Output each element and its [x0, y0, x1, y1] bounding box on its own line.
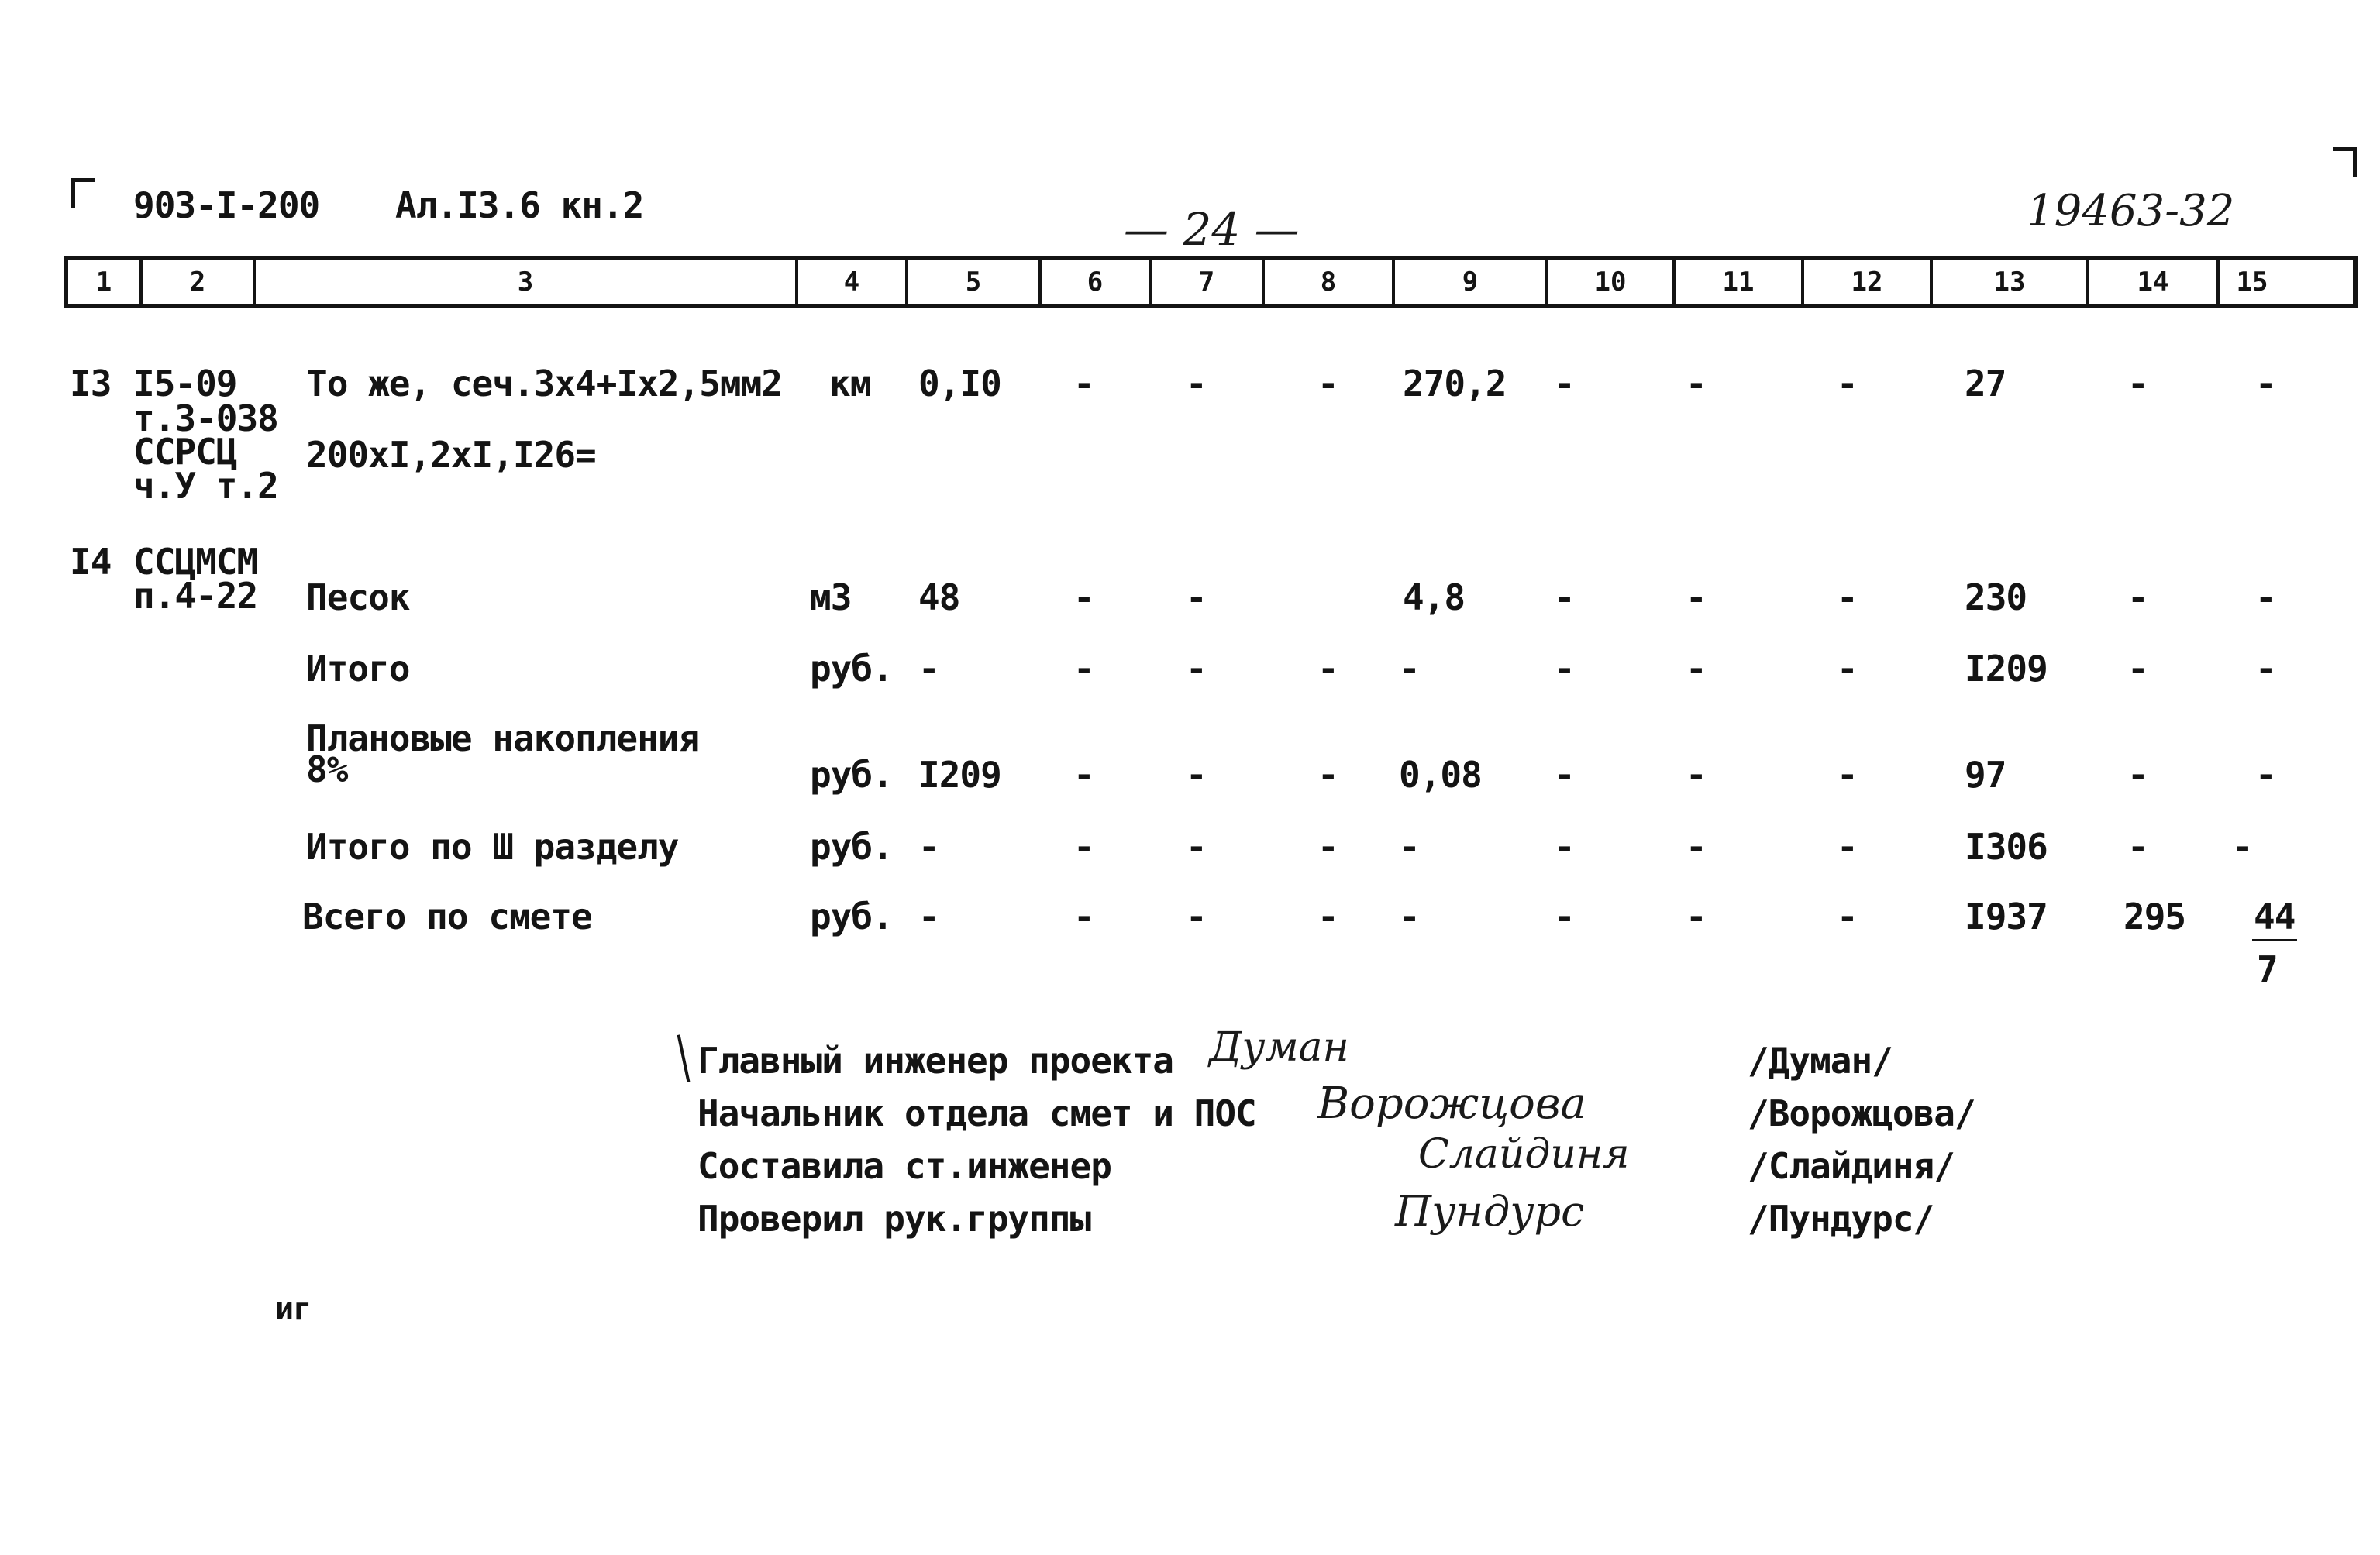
cell-col14: -: [2127, 826, 2148, 868]
cell-col12: -: [1837, 648, 1858, 690]
cell-col13: 27: [1965, 363, 2006, 404]
cell-col14: -: [2127, 754, 2148, 796]
handwritten-signature: Ворожцова: [1317, 1079, 1586, 1129]
cell-col9: -: [1399, 648, 1420, 690]
cell-col10: -: [1554, 363, 1575, 404]
cell-col15-denominator: 7: [2257, 948, 2278, 990]
cell-col11: -: [1686, 363, 1707, 404]
signatory-name: /Ворожцова/: [1748, 1092, 1975, 1134]
signatory-name: /Слайдиня/: [1748, 1145, 1955, 1187]
signatory-name: /Пундурс/: [1748, 1198, 1934, 1240]
cell-col5: -: [918, 896, 939, 937]
cell-col14: -: [2127, 363, 2148, 404]
row-number: I3: [70, 363, 112, 404]
column-number: 11: [1676, 260, 1804, 304]
row-number: I4: [70, 541, 112, 583]
column-number: 2: [143, 260, 256, 304]
cell-col11: -: [1686, 648, 1707, 690]
signature-role: Составила ст.инженер: [697, 1145, 1111, 1187]
signatory-name: /Думан/: [1748, 1040, 1893, 1082]
row-unit: руб.: [810, 826, 893, 868]
column-number: 9: [1395, 260, 1548, 304]
column-number: 8: [1265, 260, 1395, 304]
cell-col5: -: [918, 648, 939, 690]
row-reference: т.3-038: [133, 397, 278, 439]
cell-col7: -: [1186, 826, 1207, 868]
cell-col13: I209: [1965, 648, 2048, 690]
row-unit: руб.: [810, 648, 893, 690]
cell-col15: -: [2255, 648, 2276, 690]
cell-col10: -: [1554, 896, 1575, 937]
row-reference: ССРСЦ: [133, 431, 237, 473]
row-unit: руб.: [810, 754, 893, 796]
cell-col12: -: [1837, 576, 1858, 618]
cell-col9: -: [1399, 896, 1420, 937]
inventory-number: 19463-32: [2027, 186, 2235, 236]
cell-col12: -: [1837, 896, 1858, 937]
cell-col9: 270,2: [1403, 363, 1507, 404]
cell-col7: -: [1186, 754, 1207, 796]
row-name: Всего по смете: [302, 896, 592, 937]
cell-col10: -: [1554, 576, 1575, 618]
row-name: Плановые накопления: [306, 717, 700, 759]
cell-col8: -: [1317, 363, 1338, 404]
cell-col7: -: [1186, 576, 1207, 618]
cell-col13: 97: [1965, 754, 2006, 796]
row-reference: I5-09: [133, 363, 237, 404]
fraction-line: [2252, 939, 2297, 941]
row-reference: ССЦМСМ: [133, 541, 258, 583]
cell-col11: -: [1686, 896, 1707, 937]
cell-col9: 4,8: [1403, 576, 1466, 618]
cell-col6: -: [1073, 826, 1094, 868]
cell-col15: -: [2255, 576, 2276, 618]
cell-col11: -: [1686, 826, 1707, 868]
cell-col12: -: [1837, 363, 1858, 404]
album-reference: Ал.I3.6 кн.2: [395, 184, 644, 226]
cell-col6: -: [1073, 576, 1094, 618]
column-number-header: [64, 256, 2358, 308]
cell-col8: -: [1317, 896, 1338, 937]
cell-col13: I306: [1965, 826, 2048, 868]
top-left-corner-mark: [71, 178, 95, 208]
cell-col6: -: [1073, 896, 1094, 937]
signature-role: Начальник отдела смет и ПОС: [697, 1092, 1256, 1134]
signature-role: Главный инженер проекта: [697, 1040, 1173, 1082]
cell-col5: I209: [918, 754, 1001, 796]
column-number: 15: [2236, 267, 2268, 298]
cell-col8: -: [1317, 754, 1338, 796]
row-reference: ч.У т.2: [133, 465, 278, 507]
cell-col7: -: [1186, 896, 1207, 937]
cell-col9: -: [1399, 826, 1420, 868]
cell-col8: -: [1317, 648, 1338, 690]
document-code: 903-I-200: [133, 184, 320, 226]
handwritten-signature: Слайдиня: [1418, 1131, 1630, 1178]
row-name: Итого по Ш разделу: [306, 826, 679, 868]
column-number: 7: [1152, 260, 1265, 304]
cell-col10: -: [1554, 648, 1575, 690]
row-name: 200хI,2хI,I26=: [306, 434, 596, 476]
cell-col15: -: [2255, 754, 2276, 796]
cell-col12: -: [1837, 754, 1858, 796]
column-number: 6: [1042, 260, 1152, 304]
row-name: 8%: [306, 748, 348, 790]
row-name: Итого: [306, 648, 410, 690]
cell-col14: -: [2127, 576, 2148, 618]
cell-col8: -: [1317, 826, 1338, 868]
column-number: 4: [798, 260, 908, 304]
cell-col13: I937: [1965, 896, 2048, 937]
column-number: 13: [1933, 260, 2089, 304]
cell-col11: -: [1686, 576, 1707, 618]
cell-col11: -: [1686, 754, 1707, 796]
cell-col12: -: [1837, 826, 1858, 868]
cell-col9: 0,08: [1399, 754, 1482, 796]
row-unit: м3: [810, 576, 852, 618]
cell-col15: -: [2232, 826, 2253, 868]
cell-col15: -: [2255, 363, 2276, 404]
column-number: 12: [1804, 260, 1933, 304]
column-number: 1: [68, 260, 143, 304]
row-name: Песок: [306, 576, 410, 618]
typist-mark: иг: [275, 1292, 312, 1327]
cell-col7: -: [1186, 363, 1207, 404]
cell-col14: -: [2127, 648, 2148, 690]
cell-col5: 0,I0: [918, 363, 1001, 404]
row-unit: км: [829, 363, 871, 404]
column-number: 10: [1548, 260, 1676, 304]
cell-col10: -: [1554, 754, 1575, 796]
cell-col10: -: [1554, 826, 1575, 868]
column-number: 14: [2089, 260, 2220, 304]
cell-col13: 230: [1965, 576, 2027, 618]
row-name: То же, сеч.3х4+Iх2,5мм2: [306, 363, 782, 404]
column-number: 5: [908, 260, 1042, 304]
cell-col5: 48: [918, 576, 960, 618]
signature-bracket: [677, 1034, 691, 1082]
handwritten-signature: Думан: [1209, 1024, 1349, 1071]
top-right-corner-mark: [2333, 147, 2357, 177]
cell-col7: -: [1186, 648, 1207, 690]
row-reference: п.4-22: [133, 575, 258, 617]
cell-col14: 295: [2123, 896, 2186, 937]
handwritten-signature: Пундурс: [1395, 1187, 1585, 1236]
page-number: — 24 —: [1124, 203, 1300, 256]
cell-col6: -: [1073, 648, 1094, 690]
cell-col15-numerator: 44: [2254, 896, 2296, 937]
cell-col6: -: [1073, 363, 1094, 404]
row-unit: руб.: [810, 896, 893, 937]
cell-col6: -: [1073, 754, 1094, 796]
signature-role: Проверил рук.группы: [697, 1198, 1091, 1240]
cell-col5: -: [918, 826, 939, 868]
column-number: 3: [256, 260, 798, 304]
